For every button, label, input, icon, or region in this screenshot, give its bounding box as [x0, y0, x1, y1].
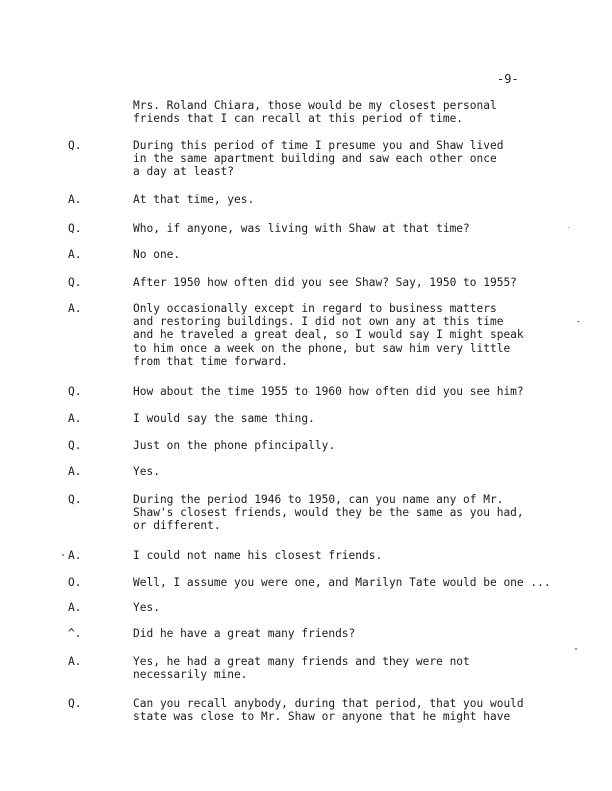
- speaker-label: A.: [68, 601, 82, 614]
- speaker-label: Q.: [68, 222, 82, 235]
- speaker-label: O.: [68, 576, 82, 589]
- speaker-label: A.: [68, 412, 82, 425]
- exchange-text: After 1950 how often did you see Shaw? Say, 1950 to 1955?: [133, 276, 517, 289]
- exchange-text: Did he have a great many friends?: [133, 627, 356, 640]
- scan-speck: [575, 648, 577, 650]
- speaker-label: ^.: [68, 627, 82, 640]
- exchange-text: No one.: [133, 248, 181, 261]
- speaker-label: Q.: [68, 276, 82, 289]
- exchange-text: I could not name his closest friends.: [133, 549, 383, 562]
- exchange-text: Well, I assume you were one, and Marilyn Tate would be one ...: [133, 576, 551, 589]
- exchange-text: Yes.: [133, 465, 160, 478]
- exchange-text: Just on the phone pfincipally.: [133, 439, 336, 452]
- exchange-text: Yes.: [133, 601, 160, 614]
- speaker-label: Q.: [68, 385, 82, 398]
- continued-answer-text: Mrs. Roland Chiara, those would be my closest personal friends that I can recall at this period of time.: [133, 99, 497, 126]
- exchange-text: Only occasionally except in regard to business matters and restoring buildings. I did not own any at this time and he traveled a great deal, so I would say I might speak to him once a week on the phone, but saw him very little from that time forward.: [133, 302, 524, 368]
- speaker-label: A.: [68, 302, 82, 315]
- speaker-label: Q.: [68, 493, 82, 506]
- exchange-text: How about the time 1955 to 1960 how often did you see him?: [133, 385, 524, 398]
- speaker-label: A.: [68, 248, 82, 261]
- speaker-label: Q.: [68, 697, 82, 710]
- exchange-text: At that time, yes.: [133, 193, 255, 206]
- page-number: -9-: [497, 72, 519, 86]
- speaker-label: Q.: [68, 439, 82, 452]
- exchange-text: During this period of time I presume you and Shaw lived in the same apartment building and saw each other once a day at least?: [133, 139, 504, 179]
- exchange-text: Yes, he had a great many friends and they were not necessarily mine.: [133, 655, 470, 682]
- speaker-label: A.: [68, 655, 82, 668]
- speaker-label: A.: [68, 465, 82, 478]
- speaker-label: A.: [68, 549, 82, 562]
- scan-speck: [62, 554, 64, 556]
- exchange-text: I would say the same thing.: [133, 412, 315, 425]
- scan-speck: [577, 321, 580, 322]
- scan-speck: [568, 227, 569, 228]
- speaker-label: A.: [68, 193, 82, 206]
- exchange-text: Who, if anyone, was living with Shaw at that time?: [133, 222, 470, 235]
- exchange-text: During the period 1946 to 1950, can you name any of Mr. Shaw's closest friends, would they be the same as you had, or different.: [133, 493, 524, 533]
- exchange-text: Can you recall anybody, during that period, that you would state was close to Mr. Shaw or anyone that he might have: [133, 697, 524, 724]
- speaker-label: Q.: [68, 139, 82, 152]
